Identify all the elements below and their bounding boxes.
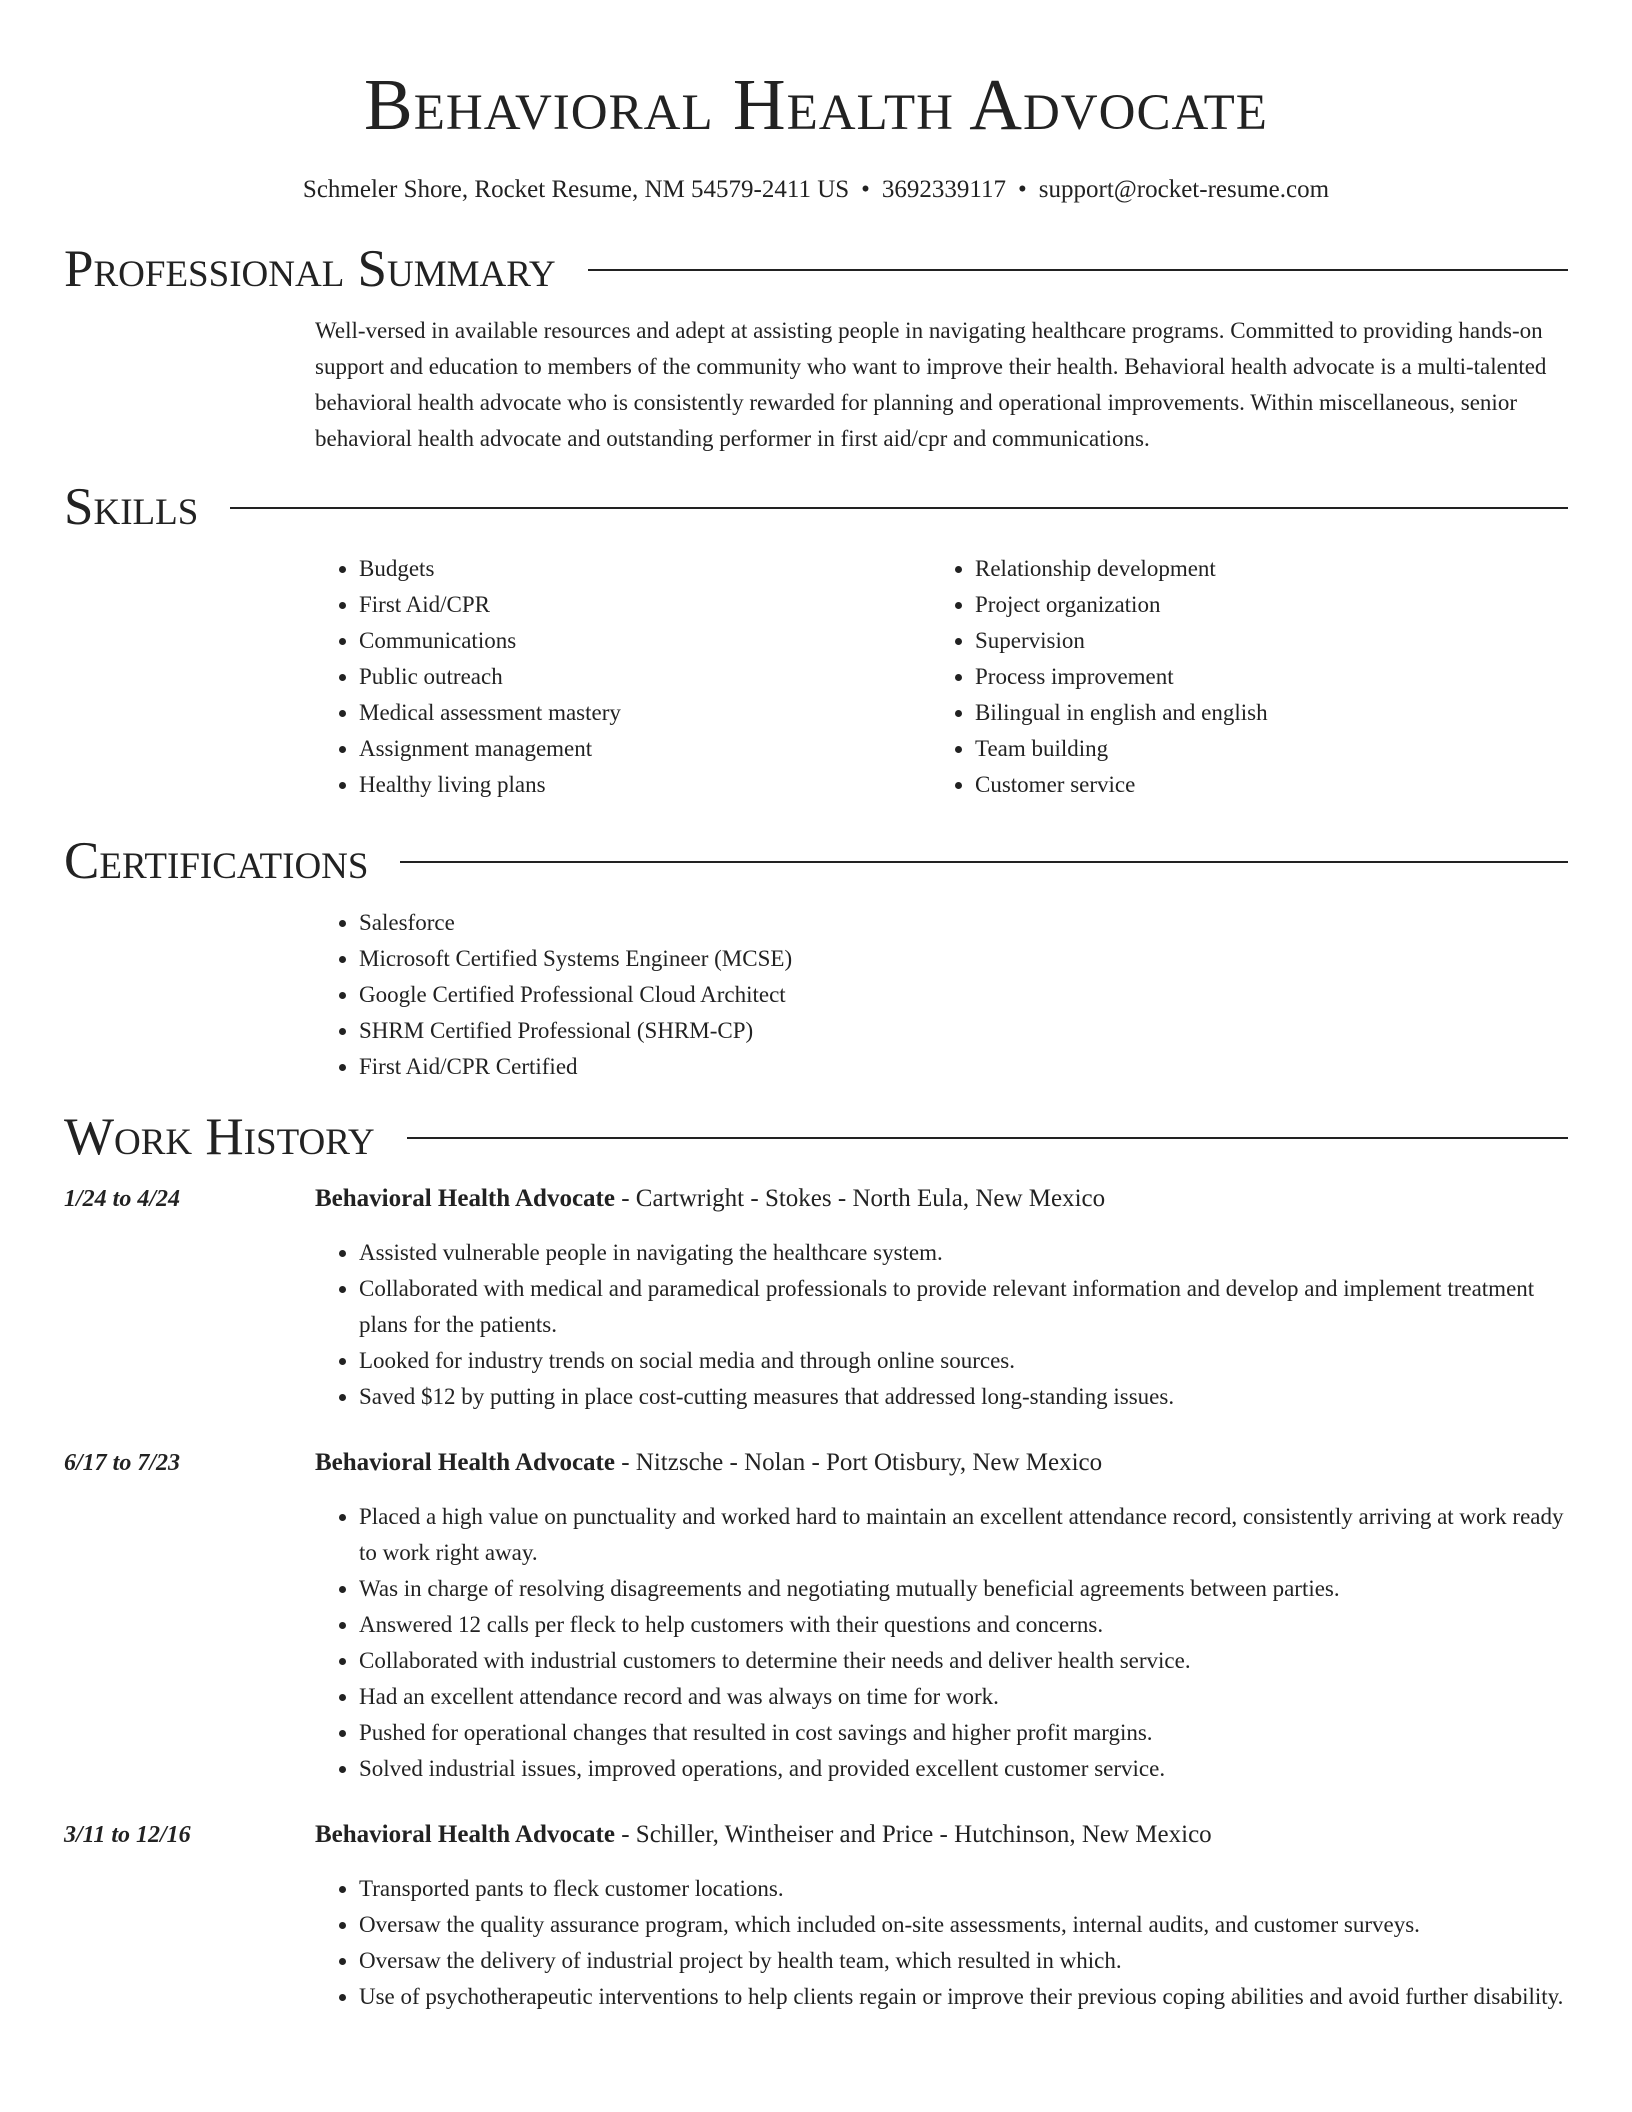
job-bullets xyxy=(315,1499,1568,1787)
job-bullet: • Collaborated with medical and paramedical professionals to provide relevant information and develop and implement treatment plans for the patients. xyxy=(359,1271,1568,1343)
job-heading xyxy=(315,1445,1568,1481)
certification-item: • Salesforce xyxy=(359,905,1568,941)
skill-item: • Supervision xyxy=(975,623,1547,659)
skill-item: • Process improvement xyxy=(975,659,1547,695)
summary-heading: Professional Summary xyxy=(64,240,556,298)
job-bullet: • Assisted vulnerable people in navigating the healthcare system. xyxy=(359,1235,1568,1271)
summary-section-header xyxy=(64,239,1568,299)
section-divider xyxy=(400,861,1568,863)
job-bullet: • Collaborated with industrial customers to determine their needs and deliver health service. xyxy=(359,1643,1568,1679)
candidate-name: Behavioral Health Advocate xyxy=(364,64,1268,145)
section-divider xyxy=(407,1137,1568,1139)
skills-section-header xyxy=(64,477,1568,537)
skills-list-left xyxy=(315,551,931,803)
job-bullet: • Oversaw the quality assurance program, which included on-site assessments, internal audits, and customer surveys. xyxy=(359,1907,1568,1943)
skill-item: • Bilingual in english and english xyxy=(975,695,1547,731)
job-employer-location: - Schiller, Wintheiser and Price - Hutchinson, New Mexico xyxy=(614,1821,1212,1848)
job-heading xyxy=(315,1181,1568,1217)
job-bullet: • Looked for industry trends on social media and through online sources. xyxy=(359,1343,1568,1379)
certification-item: • Microsoft Certified Systems Engineer (MCSE) xyxy=(359,941,1568,977)
skill-item: • Healthy living plans xyxy=(359,767,931,803)
certifications-heading: Certifications xyxy=(64,832,369,890)
contact-address: Schmeler Shore, Rocket Resume, NM 54579-2411 US xyxy=(302,176,850,203)
job-heading xyxy=(315,1817,1568,1853)
job-title: Behavioral Health Advocate xyxy=(315,1821,615,1848)
skill-item: • Customer service xyxy=(975,767,1547,803)
skill-item: • Medical assessment mastery xyxy=(359,695,931,731)
job-bullet: • Was in charge of resolving disagreements and negotiating mutually beneficial agreements between parties. xyxy=(359,1571,1568,1607)
skill-item: • Budgets xyxy=(359,551,931,587)
job-bullet: • Use of psychotherapeutic interventions to help clients regain or improve their previous coping abilities and avoid further disability. xyxy=(359,1979,1568,2015)
certification-item: • First Aid/CPR Certified xyxy=(359,1049,1568,1085)
certifications-section xyxy=(315,905,1568,1085)
job-bullet: • Saved $12 by putting in place cost-cutting measures that addressed long-standing issues. xyxy=(359,1379,1568,1415)
skill-item: • Assignment management xyxy=(359,731,931,767)
contact-line xyxy=(64,174,1568,206)
section-divider xyxy=(230,507,1568,509)
skill-item: • First Aid/CPR xyxy=(359,587,931,623)
job-employer-location: - Nitzsche - Nolan - Port Otisbury, New Mexico xyxy=(614,1449,1103,1476)
job-dates: 1/24 to 4/24 xyxy=(64,1186,181,1212)
certification-item: • Google Certified Professional Cloud Architect xyxy=(359,977,1568,1013)
skills-heading: Skills xyxy=(64,478,199,536)
job-bullet: • Pushed for operational changes that resulted in cost savings and higher profit margins. xyxy=(359,1715,1568,1751)
skills-list-right xyxy=(931,551,1547,803)
job-bullet: • Solved industrial issues, improved operations, and provided excellent customer service. xyxy=(359,1751,1568,1787)
skills-section xyxy=(315,551,1568,803)
certifications-section-header xyxy=(64,831,1568,891)
resume-page xyxy=(64,0,1568,2015)
summary-section xyxy=(315,313,1568,457)
job-employer-location: - Cartwright - Stokes - North Eula, New Mexico xyxy=(614,1185,1106,1212)
job-bullet: • Transported pants to fleck customer locations. xyxy=(359,1871,1568,1907)
skill-item: • Team building xyxy=(975,731,1547,767)
skill-item: • Communications xyxy=(359,623,931,659)
job-dates: 6/17 to 7/23 xyxy=(64,1450,181,1476)
job-bullet: • Oversaw the delivery of industrial project by health team, which resulted in which. xyxy=(359,1943,1568,1979)
contact-separator: • xyxy=(861,176,870,203)
skills-column-right xyxy=(931,551,1547,803)
certification-item: • SHRM Certified Professional (SHRM-CP) xyxy=(359,1013,1568,1049)
skill-item: • Relationship development xyxy=(975,551,1547,587)
skill-item: • Project organization xyxy=(975,587,1547,623)
work-history-section-header xyxy=(64,1107,1568,1167)
contact-phone: 3692339117 xyxy=(881,176,1006,203)
job-dates: 3/11 to 12/16 xyxy=(64,1822,191,1848)
job-bullet: • Answered 12 calls per fleck to help customers with their questions and concerns. xyxy=(359,1607,1568,1643)
job-entry xyxy=(64,1445,1568,1787)
job-entry xyxy=(64,1181,1568,1415)
job-entry xyxy=(64,1817,1568,2015)
job-title: Behavioral Health Advocate xyxy=(315,1185,615,1212)
work-history-heading: Work History xyxy=(64,1108,375,1166)
contact-email[interactable]: support@rocket-resume.com xyxy=(1038,176,1330,203)
job-bullet: • Placed a high value on punctuality and worked hard to maintain an excellent attendance record, consistently arriving at work ready to work right away. xyxy=(359,1499,1568,1571)
certifications-list xyxy=(315,905,1568,1085)
skills-column-left xyxy=(315,551,931,803)
section-divider xyxy=(588,269,1568,271)
skill-item: • Public outreach xyxy=(359,659,931,695)
summary-text: Well-versed in available resources and adept at assisting people in navigating healthcare programs. Committed to providing hands-on support and education to members of the community who want to improve their health. Behavioral health advocate is a multi-talented behavioral health advocate who is consistently rewarded for planning and operational improvements. Within miscellaneous, senior behavioral health advocate and outstanding performer in first aid/cpr and communications. xyxy=(315,318,1547,451)
job-bullets xyxy=(315,1235,1568,1415)
job-title: Behavioral Health Advocate xyxy=(315,1449,615,1476)
job-bullets xyxy=(315,1871,1568,2015)
job-bullet: • Had an excellent attendance record and was always on time for work. xyxy=(359,1679,1568,1715)
contact-separator: • xyxy=(1018,176,1027,203)
